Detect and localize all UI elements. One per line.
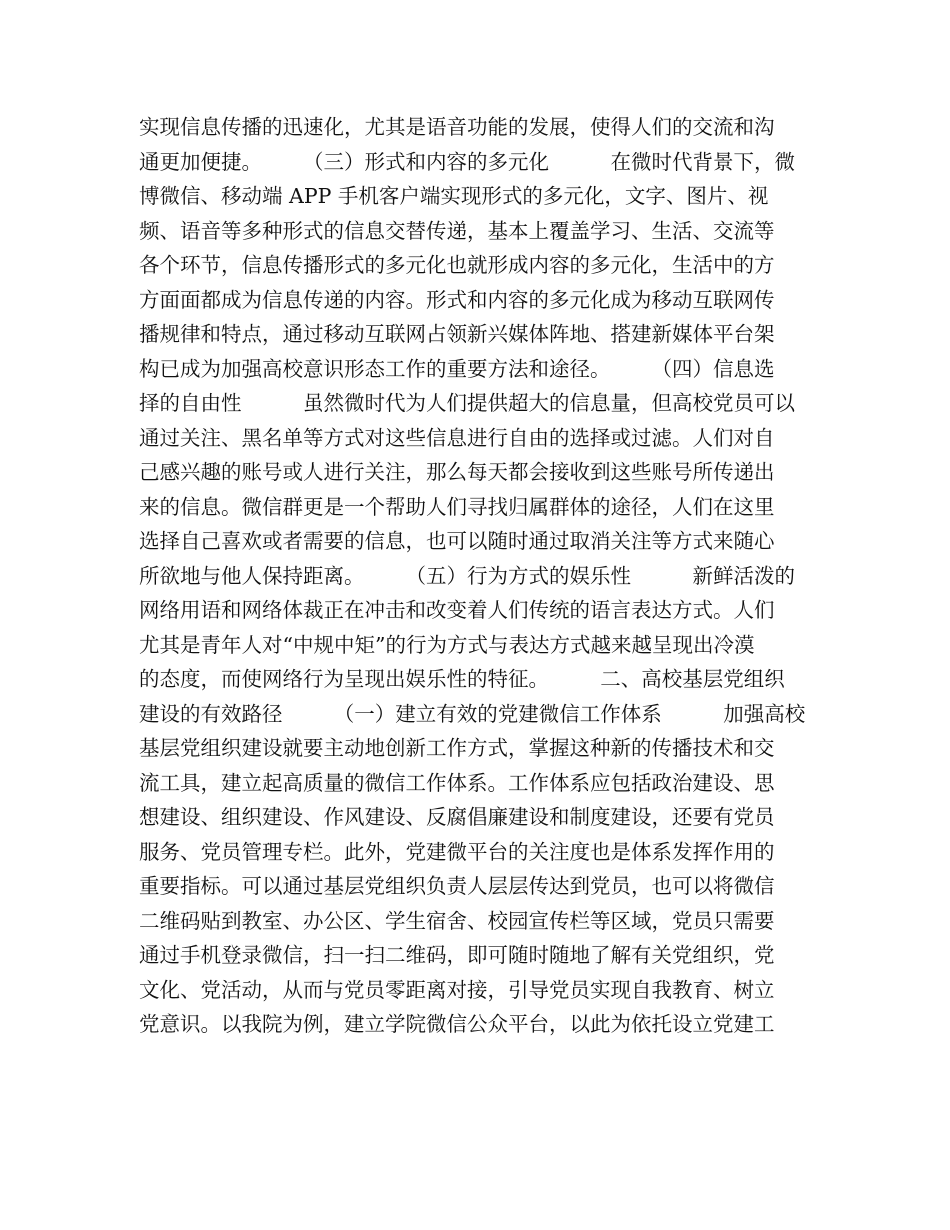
text-line: 建设的有效路径 （一）建立有效的党建微信工作体系 加强高校 <box>139 701 806 726</box>
text-line: 二维码贴到教室、办公区、学生宿舍、校园宣传栏等区域，党员只需要 <box>139 908 775 933</box>
text-line: 来的信息。微信群更是一个帮助人们寻找归属群体的途径，人们在这里 <box>139 494 775 519</box>
text-line: 网络用语和网络体裁正在冲击和改变着人们传统的语言表达方式。人们 <box>139 598 775 622</box>
text-line: 播规律和特点，通过移动互联网占领新兴媒体阵地、搭建新媒体平台架 <box>139 322 775 346</box>
text-line: 想建设、组织建设、作风建设、反腐倡廉建设和制度建设，还要有党员 <box>139 805 775 829</box>
text-line: 各个环节，信息传播形式的多元化也就形成内容的多元化，生活中的方 <box>139 253 775 277</box>
body-text <box>139 110 819 1042</box>
text-line: 通过手机登录微信，扫一扫二维码，即可随时随地了解有关党组织，党 <box>139 943 775 967</box>
text-line: 构已成为加强高校意识形态工作的重要方法和途径。 （四）信息选 <box>139 356 775 381</box>
text-line: 基层党组织建设就要主动地创新工作方式，掌握这种新的传播技术和交 <box>139 736 775 760</box>
text-line: 所欲地与他人保持距离。 （五）行为方式的娱乐性 新鲜活泼的 <box>139 563 795 588</box>
text-line: 服务、党员管理专栏。此外，党建微平台的关注度也是体系发挥作用的 <box>139 839 775 864</box>
text-line: 尤其是青年人对“中规中矩”的行为方式与表达方式越来越呈现出冷漠 <box>139 632 755 657</box>
text-line: 文化、党活动，从而与党员零距离对接，引导党员实现自我教育、树立 <box>139 977 775 1002</box>
text-line: 频、语音等多种形式的信息交替传递，基本上覆盖学习、生活、交流等 <box>139 218 775 243</box>
text-line: 通过关注、黑名单等方式对这些信息进行自由的选择或过滤。人们对自 <box>139 425 775 450</box>
text-line: 通更加便捷。 （三）形式和内容的多元化 在微时代背景下，微 <box>139 149 795 174</box>
text-line: 博微信、移动端 APP 手机客户端实现形式的多元化，文字、图片、视 <box>139 184 769 208</box>
text-line: 选择自己喜欢或者需要的信息，也可以随时通过取消关注等方式来随心 <box>139 529 775 553</box>
text-line: 党意识。以我院为例，建立学院微信公众平台，以此为依托设立党建工 <box>139 1012 775 1036</box>
text-line: 己感兴趣的账号或人进行关注，那么每天都会接收到这些账号所传递出 <box>139 460 775 484</box>
text-line: 方面面都成为信息传递的内容。形式和内容的多元化成为移动互联网传 <box>139 287 775 312</box>
text-line: 重要指标。可以通过基层党组织负责人层层传达到党员，也可以将微信 <box>139 874 775 898</box>
text-line: 择的自由性 虽然微时代为人们提供超大的信息量，但高校党员可以 <box>139 391 795 415</box>
text-line: 的态度，而使网络行为呈现出娱乐性的特征。 二、高校基层党组织 <box>139 667 785 691</box>
text-line: 实现信息传播的迅速化，尤其是语音功能的发展，使得人们的交流和沟 <box>139 115 775 139</box>
text-line: 流工具，建立起高质量的微信工作体系。工作体系应包括政治建设、思 <box>139 770 775 795</box>
